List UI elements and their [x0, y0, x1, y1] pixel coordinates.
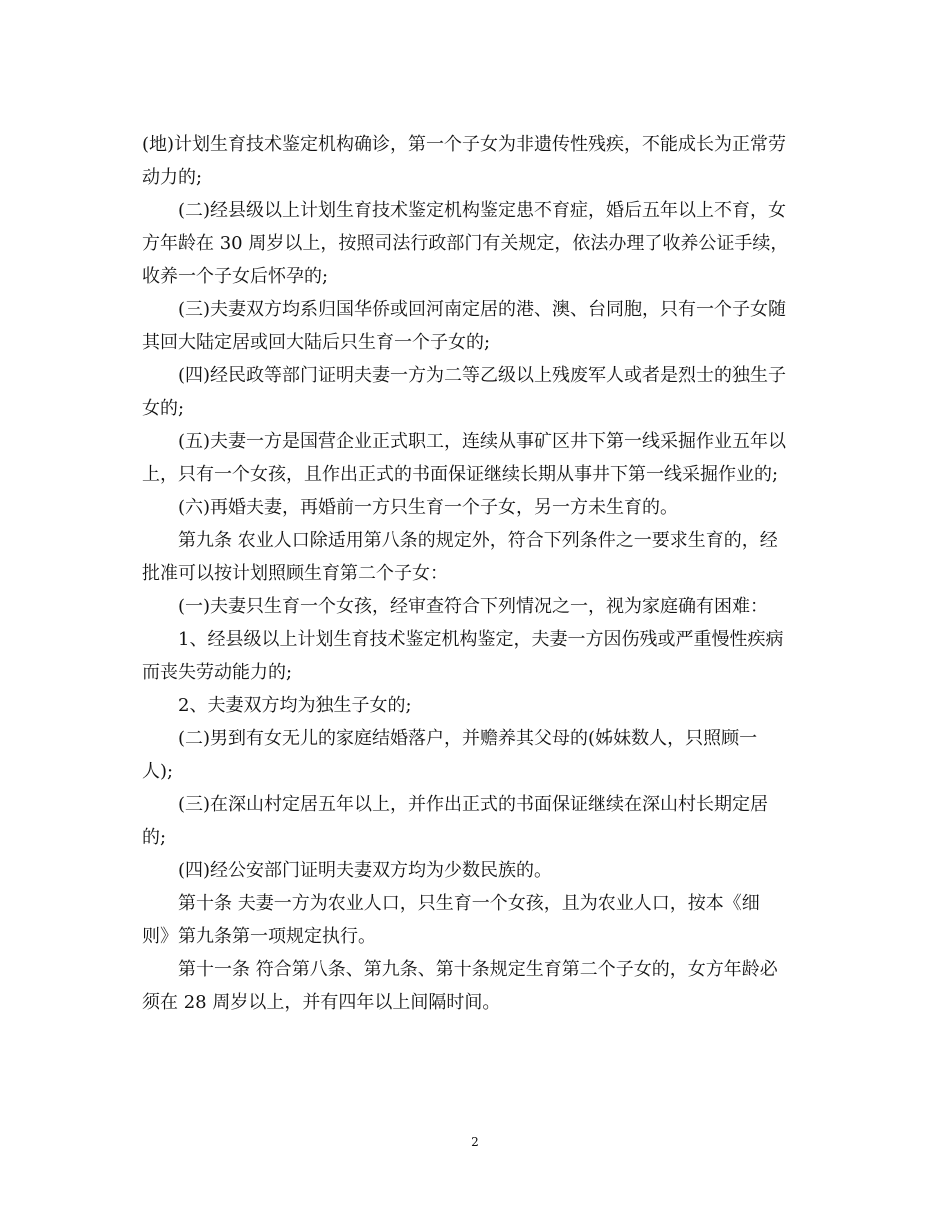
text-line-12: (六)再婚夫妻，再婚前一方只生育一个子女，另一方未生育的。	[178, 497, 679, 518]
text-line-23: (四)经公安部门证明夫妻双方均为少数民族的。	[178, 860, 553, 881]
text-line-19: (二)男到有女无儿的家庭结婚落户，并赡养其父母的(姊妹数人，只照顾一	[178, 728, 758, 749]
text-line-14: 批准可以按计划照顾生育第二个子女：	[142, 563, 448, 584]
text-line-13: 第九条 农业人口除适用第八条的规定外，符合下列条件之一要求生育的，经	[178, 530, 778, 551]
page-number: 2	[471, 1135, 479, 1149]
text-line-9: 女的;	[142, 398, 185, 419]
text-line-27: 须在 28 周岁以上，并有四年以上间隔时间。	[142, 992, 501, 1013]
text-line-20: 人);	[142, 761, 174, 782]
text-line-6: (三)夫妻双方均系归国华侨或回河南定居的港、澳、台同胞，只有一个子女随	[178, 299, 787, 320]
document-body	[142, 128, 802, 1019]
text-line-4: 方年龄在 30 周岁以上，按照司法行政部门有关规定，依法办理了收养公证手续，	[142, 233, 789, 254]
text-line-3: (二)经县级以上计划生育技术鉴定机构鉴定患不育症，婚后五年以上不育，女	[178, 200, 787, 221]
text-line-5: 收养一个子女后怀孕的;	[142, 266, 329, 287]
text-line-2: 动力的;	[142, 167, 203, 188]
text-line-7: 其回大陆定居或回大陆后只生育一个子女的;	[142, 332, 491, 353]
text-line-15: (一)夫妻只生育一个女孩，经审查符合下列情况之一，视为家庭确有困难：	[178, 596, 769, 617]
text-line-16: 1、经县级以上计划生育技术鉴定机构鉴定，夫妻一方因伤残或严重慢性疾病	[178, 629, 784, 650]
text-line-25: 则》第九条第一项规定执行。	[142, 926, 376, 947]
text-line-10: (五)夫妻一方是国营企业正式职工，连续从事矿区井下第一线采掘作业五年以	[178, 431, 787, 452]
text-line-8: (四)经民政等部门证明夫妻一方为二等乙级以上残废军人或者是烈士的独生子	[178, 365, 787, 386]
text-line-18: 2、夫妻双方均为独生子女的;	[178, 695, 412, 716]
text-line-24: 第十条 夫妻一方为农业人口，只生育一个女孩，且为农业人口，按本《细	[178, 893, 760, 914]
text-line-22: 的;	[142, 827, 167, 848]
text-line-26: 第十一条 符合第八条、第九条、第十条规定生育第二个子女的，女方年龄必	[178, 959, 778, 980]
text-line-11: 上，只有一个女孩，且作出正式的书面保证继续长期从事井下第一线采掘作业的;	[142, 464, 779, 485]
text-line-21: (三)在深山村定居五年以上，并作出正式的书面保证继续在深山村长期定居	[178, 794, 769, 815]
text-line-17: 而丧失劳动能力的;	[142, 662, 293, 683]
text-line-1: (地)计划生育技术鉴定机构确诊，第一个子女为非遗传性残疾，不能成长为正常劳	[142, 134, 787, 155]
